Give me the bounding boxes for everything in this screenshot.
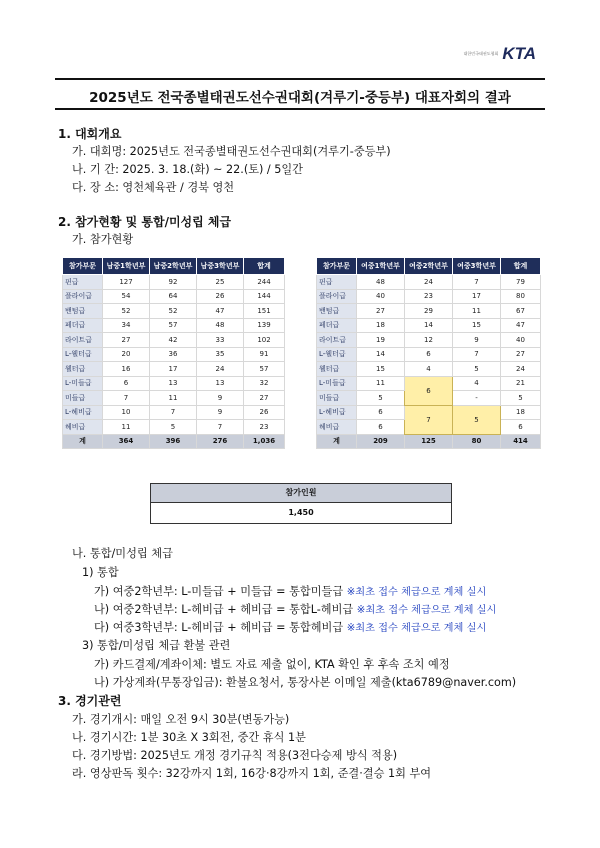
table-cell: 17 [150, 362, 197, 377]
table-cell: 54 [103, 289, 150, 304]
table-cell: 7 [453, 347, 501, 362]
table-cell: 1,036 [244, 434, 285, 449]
match-method: 다. 경기방법: 2025년도 개정 경기규칙 적용(3전다승제 방식 적용) [72, 749, 398, 762]
weight-class-label: 핀급 [317, 275, 357, 290]
merge-item-2 [94, 601, 496, 617]
match-start: 가. 경기개시: 매일 오전 9시 30분(변동가능) [72, 713, 290, 726]
table-cell: 151 [244, 304, 285, 319]
weight-class-label: 라이트급 [63, 333, 103, 348]
weight-class-label: 미들급 [317, 391, 357, 406]
table-cell: 127 [103, 275, 150, 290]
merge-item-1 [94, 583, 486, 599]
table-cell: 27 [357, 304, 405, 319]
logo-small-text: 대한민국태권도협회 [463, 51, 499, 56]
table-cell: 16 [103, 362, 150, 377]
table-row [63, 420, 285, 435]
table-cell: 15 [453, 318, 501, 333]
table-row [63, 347, 285, 362]
event-venue: 다. 장 소: 영천체육관 / 경북 영천 [72, 181, 235, 194]
participants-label: 참가인원 [151, 484, 451, 503]
merge-item-2-note: ※최초 접수 체급으로 계체 실시 [356, 605, 497, 616]
table-row [63, 289, 285, 304]
table-cell: 27 [501, 347, 541, 362]
table-cell: 27 [103, 333, 150, 348]
table-cell: 24 [405, 275, 453, 290]
section-3-heading: 3. 경기관련 [58, 694, 122, 708]
weight-class-label: 플라이급 [63, 289, 103, 304]
table-cell: 7 [197, 420, 244, 435]
weight-class-label: L-웰터급 [317, 347, 357, 362]
table-row [317, 318, 541, 333]
table-cell: 10 [103, 405, 150, 420]
table-cell: 125 [405, 434, 453, 449]
refund-item-2: 나) 가상계좌(무통장입금): 환불요청서, 통장사본 이메일 제출(kta6789@naver.com) [94, 676, 517, 689]
table-cell: 79 [501, 275, 541, 290]
column-header: 남중1학년부 [103, 258, 150, 275]
column-header: 여중1학년부 [357, 258, 405, 275]
table-cell: 6 [357, 405, 405, 420]
table-cell: 67 [501, 304, 541, 319]
kta-logo [464, 44, 536, 64]
table-row [63, 405, 285, 420]
participation-subheading: 가. 참가현황 [72, 233, 134, 246]
table-cell: 80 [501, 289, 541, 304]
weight-class-label: 헤비급 [317, 420, 357, 435]
weight-class-label: 페더급 [317, 318, 357, 333]
merge-item-1-text: 가) 여중2학년부: L-미들급 + 미들급 = 통합미들급 [94, 585, 344, 598]
table-cell: 139 [244, 318, 285, 333]
table-cell: 5 [150, 420, 197, 435]
table-cell: 24 [501, 362, 541, 377]
table-cell: 64 [150, 289, 197, 304]
column-header: 참가부문 [317, 258, 357, 275]
table-row [317, 289, 541, 304]
section-1-heading: 1. 대회개요 [58, 127, 122, 141]
table-cell: 57 [150, 318, 197, 333]
table-cell: 19 [357, 333, 405, 348]
table-cell: 34 [103, 318, 150, 333]
table-cell: 47 [197, 304, 244, 319]
total-row [317, 434, 541, 449]
table-cell: 14 [405, 318, 453, 333]
table-cell: 32 [244, 376, 285, 391]
section-2-heading: 2. 참가현황 및 통합/미성립 체급 [58, 215, 232, 229]
weight-class-label: 밴텀급 [63, 304, 103, 319]
table-cell: 14 [357, 347, 405, 362]
boys-participation-table [62, 257, 285, 449]
table-cell: 25 [197, 275, 244, 290]
table-row [317, 347, 541, 362]
column-header: 합계 [244, 258, 285, 275]
weight-class-label: 헤비급 [63, 420, 103, 435]
table-cell: 92 [150, 275, 197, 290]
event-period: 나. 기 간: 2025. 3. 18.(화) ~ 22.(토) / 5일간 [72, 163, 303, 176]
column-header: 여중2학년부 [405, 258, 453, 275]
table-cell: 47 [501, 318, 541, 333]
merged-cell-heavy-g2: 7 [405, 405, 453, 434]
refund-item-1: 가) 카드결제/계좌이체: 별도 자료 제출 없이, KTA 확인 후 후속 조치 예정 [94, 658, 450, 671]
table-cell: 26 [244, 405, 285, 420]
table-cell: 364 [103, 434, 150, 449]
table-cell: 12 [405, 333, 453, 348]
table-row [63, 275, 285, 290]
table-cell: - [453, 391, 501, 406]
table-cell: 48 [197, 318, 244, 333]
girls-participation-table [316, 257, 541, 449]
table-cell: 5 [453, 362, 501, 377]
table-cell: 244 [244, 275, 285, 290]
table-row [63, 318, 285, 333]
table-cell: 7 [150, 405, 197, 420]
weight-class-label: L-헤비급 [317, 405, 357, 420]
merge-item-3-text: 다) 여중3학년부: L-헤비급 + 헤비급 = 통합헤비급 [94, 621, 344, 634]
table-cell: 6 [405, 347, 453, 362]
merge-item-3 [94, 619, 486, 635]
table-row [63, 304, 285, 319]
table-cell: 9 [453, 333, 501, 348]
participants-box [150, 483, 452, 524]
table-row [317, 275, 541, 290]
merged-cell-heavy-g3: 5 [453, 405, 501, 434]
table-cell: 4 [453, 376, 501, 391]
weight-class-label: L-미들급 [317, 376, 357, 391]
table-cell: 5 [501, 391, 541, 406]
table-cell: 18 [357, 318, 405, 333]
table-cell: 9 [197, 391, 244, 406]
table-cell: 24 [197, 362, 244, 377]
document-title: 2025년도 전국종별태권도선수권대회(겨루기-중등부) 대표자회의 결과 [89, 90, 511, 106]
video-review: 라. 영상판독 횟수: 32강까지 1회, 16강·8강까지 1회, 준결·결승 1회 부여 [72, 767, 432, 780]
table-cell: 6 [501, 420, 541, 435]
table-row [317, 405, 541, 420]
table-row [317, 362, 541, 377]
weight-class-label: 플라이급 [317, 289, 357, 304]
table-cell: 57 [244, 362, 285, 377]
table-cell: 35 [197, 347, 244, 362]
table-cell: 276 [197, 434, 244, 449]
table-cell: 29 [405, 304, 453, 319]
merged-classes-heading: 나. 통합/미성립 체급 [72, 547, 173, 560]
title-rule-top [55, 78, 545, 80]
table-cell: 52 [103, 304, 150, 319]
table-cell: 4 [405, 362, 453, 377]
table-cell: 15 [357, 362, 405, 377]
weight-class-label: 미들급 [63, 391, 103, 406]
weight-class-label: 페더급 [63, 318, 103, 333]
column-header: 남중3학년부 [197, 258, 244, 275]
total-row [63, 434, 285, 449]
weight-class-label: L-헤비급 [63, 405, 103, 420]
table-cell: 209 [357, 434, 405, 449]
refund-subheading: 3) 통합/미성립 체급 환불 관련 [82, 639, 231, 652]
merge-item-2-text: 나) 여중2학년부: L-헤비급 + 헤비급 = 통합L-헤비급 [94, 603, 354, 616]
table-cell: 13 [197, 376, 244, 391]
table-cell: 5 [357, 391, 405, 406]
table-cell: 102 [244, 333, 285, 348]
merge-item-3-note: ※최초 접수 체급으로 계체 실시 [346, 623, 487, 634]
merge-item-1-note: ※최초 접수 체급으로 계체 실시 [346, 587, 487, 598]
table-cell: 6 [103, 376, 150, 391]
merge-subheading: 1) 통합 [82, 566, 119, 579]
table-row [63, 333, 285, 348]
table-cell: 23 [244, 420, 285, 435]
table-cell: 7 [453, 275, 501, 290]
table-cell: 7 [103, 391, 150, 406]
table-cell: 36 [150, 347, 197, 362]
table-row [317, 304, 541, 319]
weight-class-label: 계 [63, 434, 103, 449]
table-cell: 6 [357, 420, 405, 435]
table-row [317, 333, 541, 348]
logo-text: KTA [502, 44, 536, 63]
table-cell: 9 [197, 405, 244, 420]
weight-class-label: 핀급 [63, 275, 103, 290]
table-cell: 40 [501, 333, 541, 348]
table-cell: 42 [150, 333, 197, 348]
weight-class-label: 계 [317, 434, 357, 449]
table-cell: 13 [150, 376, 197, 391]
table-cell: 11 [150, 391, 197, 406]
table-cell: 91 [244, 347, 285, 362]
table-cell: 48 [357, 275, 405, 290]
table-cell: 11 [453, 304, 501, 319]
table-cell: 40 [357, 289, 405, 304]
weight-class-label: 밴텀급 [317, 304, 357, 319]
weight-class-label: L-미들급 [63, 376, 103, 391]
table-cell: 11 [357, 376, 405, 391]
table-cell: 17 [453, 289, 501, 304]
weight-class-label: 웰터급 [63, 362, 103, 377]
table-cell: 33 [197, 333, 244, 348]
column-header: 여중3학년부 [453, 258, 501, 275]
table-cell: 11 [103, 420, 150, 435]
weight-class-label: L-웰터급 [63, 347, 103, 362]
table-cell: 414 [501, 434, 541, 449]
match-time: 나. 경기시간: 1분 30초 X 3회전, 중간 휴식 1분 [72, 731, 306, 744]
table-cell: 27 [244, 391, 285, 406]
table-cell: 52 [150, 304, 197, 319]
title-rule-bottom [55, 108, 545, 110]
table-row [317, 376, 541, 391]
weight-class-label: 라이트급 [317, 333, 357, 348]
event-name: 가. 대회명: 2025년도 전국종별태권도선수권대회(겨루기-중등부) [72, 145, 391, 158]
table-row [63, 376, 285, 391]
column-header: 남중2학년부 [150, 258, 197, 275]
column-header: 합계 [501, 258, 541, 275]
table-row [63, 391, 285, 406]
table-cell: 23 [405, 289, 453, 304]
merged-cell-middle: 6 [405, 376, 453, 405]
column-header: 참가부문 [63, 258, 103, 275]
table-cell: 144 [244, 289, 285, 304]
table-cell: 18 [501, 405, 541, 420]
table-cell: 20 [103, 347, 150, 362]
participants-value: 1,450 [288, 508, 314, 517]
table-cell: 80 [453, 434, 501, 449]
table-cell: 396 [150, 434, 197, 449]
table-row [63, 362, 285, 377]
table-cell: 26 [197, 289, 244, 304]
table-cell: 21 [501, 376, 541, 391]
weight-class-label: 웰터급 [317, 362, 357, 377]
